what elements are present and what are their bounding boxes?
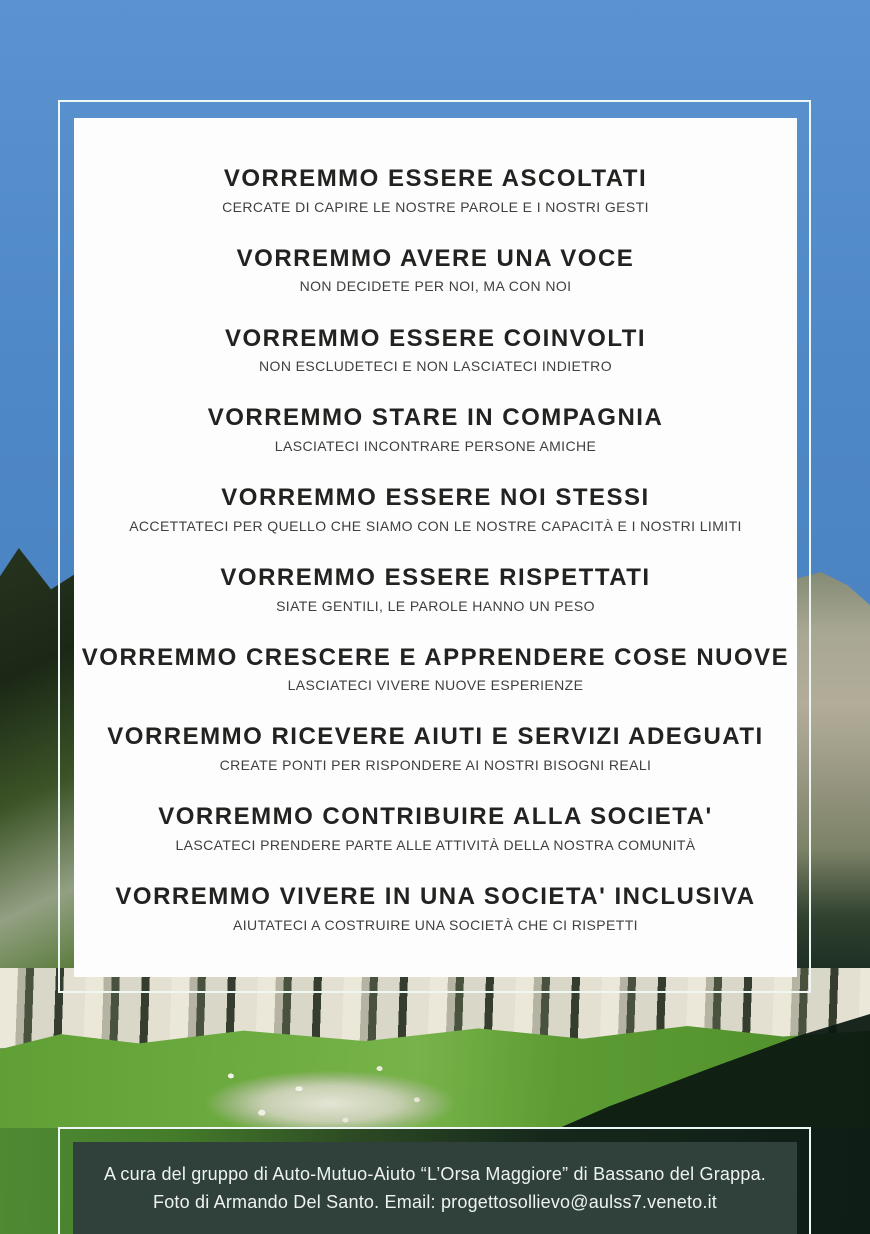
- wish-title: VORREMMO STARE IN COMPAGNIA: [207, 404, 664, 432]
- credit-line-1: A cura del gruppo di Auto-Mutuo-Aiuto “L’Orsa Maggiore” di Bassano del Grappa.: [104, 1163, 766, 1184]
- wish-item: [78, 165, 793, 216]
- wish-title: VORREMMO CRESCERE E APPRENDERE COSE NUOVE: [81, 643, 790, 671]
- wish-subtitle: SIATE GENTILI, LE PAROLE HANNO UN PESO: [276, 597, 595, 614]
- wish-item: [78, 484, 793, 535]
- wish-subtitle: LASCIATECI INCONTRARE PERSONE AMICHE: [274, 437, 597, 454]
- wish-title: VORREMMO CONTRIBUIRE ALLA SOCIETA': [158, 803, 713, 831]
- manifesto-card: [74, 118, 797, 977]
- wish-subtitle: LASCATECI PRENDERE PARTE ALLE ATTIVITÀ DELLA NOSTRA COMUNITÀ: [175, 836, 696, 853]
- wish-title: VORREMMO ESSERE ASCOLTATI: [223, 165, 648, 192]
- wish-subtitle: CERCATE DI CAPIRE LE NOSTRE PAROLE E I NOSTRI GESTI: [222, 198, 649, 215]
- wish-subtitle: NON DECIDETE PER NOI, MA CON NOI: [299, 278, 572, 295]
- wish-subtitle: AIUTATECI A COSTRUIRE UNA SOCIETÀ CHE CI RISPETTI: [233, 916, 638, 933]
- wish-subtitle: NON ESCLUDETECI E NON LASCIATECI INDIETRO: [259, 358, 612, 375]
- credit-line-2: Foto di Armando Del Santo. Email: progettosollievo@aulss7.veneto.it: [153, 1191, 717, 1212]
- wish-item: [78, 803, 793, 854]
- wish-subtitle: CREATE PONTI PER RISPONDERE AI NOSTRI BISOGNI REALI: [219, 757, 652, 774]
- wish-item: [78, 723, 793, 774]
- wish-item: [78, 325, 793, 376]
- wish-subtitle: LASCIATECI VIVERE NUOVE ESPERIENZE: [287, 677, 584, 694]
- wish-subtitle: ACCETTATECI PER QUELLO CHE SIAMO CON LE NOSTRE CAPACITÀ E I NOSTRI LIMITI: [129, 517, 742, 534]
- wish-item: [78, 883, 793, 934]
- wish-title: VORREMMO RICEVERE AIUTI E SERVIZI ADEGUATI: [107, 723, 764, 751]
- wish-item: [78, 245, 793, 296]
- wish-title: VORREMMO ESSERE NOI STESSI: [221, 484, 650, 512]
- footer-credits: [73, 1142, 797, 1234]
- wish-title: VORREMMO ESSERE COINVOLTI: [224, 324, 647, 352]
- wish-item: [78, 564, 793, 615]
- wish-title: VORREMMO VIVERE IN UNA SOCIETA' INCLUSIVA: [115, 883, 756, 911]
- wish-item: [78, 644, 793, 695]
- wish-title: VORREMMO ESSERE RISPETTATI: [220, 563, 651, 591]
- wish-title: VORREMMO AVERE UNA VOCE: [236, 244, 635, 272]
- wish-item: [78, 404, 793, 455]
